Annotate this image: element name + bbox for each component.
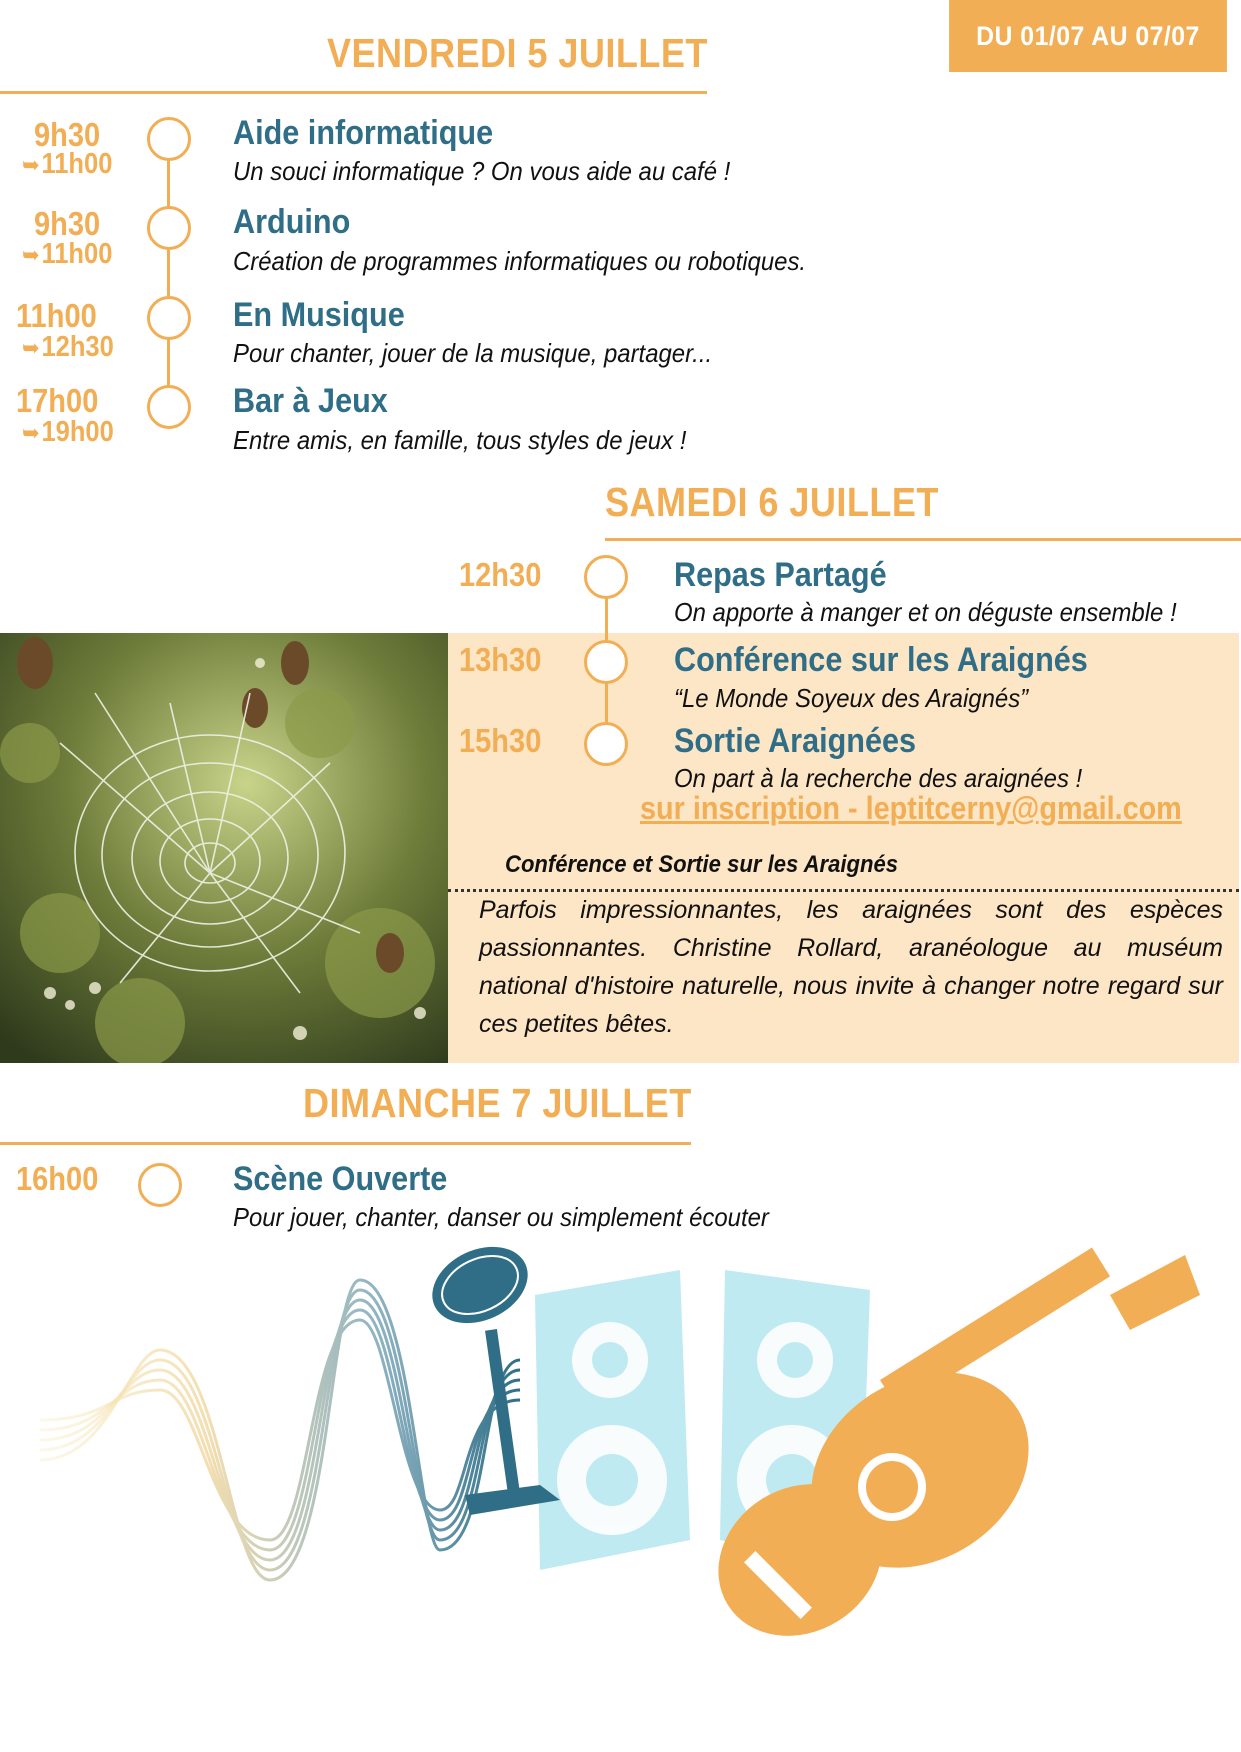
event-title: En Musique <box>233 296 405 334</box>
event-title: Scène Ouverte <box>233 1160 448 1198</box>
music-illustration <box>0 1240 1241 1747</box>
event-desc: Pour chanter, jouer de la musique, partager... <box>233 338 713 368</box>
timeline-circle <box>147 385 191 429</box>
date-range-badge: DU 01/07 AU 07/07 <box>949 0 1227 72</box>
day-title-saturday: SAMEDI 6 JUILLET <box>605 479 939 525</box>
timeline-circle <box>147 206 191 250</box>
event-end-time: ➥12h30 <box>22 331 114 363</box>
event-desc: Entre amis, en famille, tous styles de jeux ! <box>233 425 687 455</box>
event-end-time: ➥11h00 <box>22 148 113 180</box>
spider-web-photo <box>0 633 448 1063</box>
day-title-friday: VENDREDI 5 JUILLET <box>327 30 708 76</box>
event-start-time: 16h00 <box>16 1160 99 1197</box>
timeline-line <box>167 140 170 405</box>
arrow-right-icon: ➥ <box>22 152 40 179</box>
arrow-right-icon: ➥ <box>22 335 40 362</box>
timeline-circle <box>584 722 628 766</box>
event-desc: Un souci informatique ? On vous aide au café ! <box>233 156 731 186</box>
event-start-time: 9h30 <box>34 116 101 153</box>
day-title-sunday: DIMANCHE 7 JUILLET <box>303 1080 692 1126</box>
timeline-circle <box>584 640 628 684</box>
event-start-time: 11h00 <box>16 297 97 334</box>
timeline-circle <box>584 555 628 599</box>
event-title: Repas Partagé <box>674 556 887 594</box>
event-title: Arduino <box>233 203 351 241</box>
box-text: Parfois impressionnantes, les araignées sont des espèces passionnantes. Christine Rollard, aranéologue au muséum national d'histoire naturelle, nous invite à changer notre regard sur ces petites bêtes. <box>479 896 1223 1038</box>
event-title: Sortie Araignées <box>674 722 917 760</box>
event-desc: On part à la recherche des araignées ! <box>674 763 1083 793</box>
event-start-time: 9h30 <box>34 205 101 242</box>
timeline-circle <box>138 1163 182 1207</box>
event-title: Conférence sur les Araignés <box>674 641 1088 679</box>
arrow-right-icon: ➥ <box>22 242 40 269</box>
event-desc: Pour jouer, chanter, danser ou simplement écouter <box>233 1202 769 1232</box>
divider-saturday <box>605 538 1241 541</box>
timeline-circle <box>147 117 191 161</box>
event-title: Bar à Jeux <box>233 382 388 420</box>
registration-link[interactable]: sur inscription - leptitcerny@gmail.com <box>640 790 1182 826</box>
event-desc: On apporte à manger et on déguste ensemble ! <box>674 597 1177 627</box>
divider-friday <box>0 91 707 94</box>
event-desc: Création de programmes informatiques ou robotiques. <box>233 246 807 276</box>
event-start-time: 13h30 <box>459 641 542 678</box>
event-start-time: 17h00 <box>16 382 99 419</box>
box-title: Conférence et Sortie sur les Araignés <box>505 851 899 878</box>
divider-sunday <box>0 1142 691 1145</box>
event-end-time: ➥19h00 <box>22 416 114 448</box>
arrow-right-icon: ➥ <box>22 420 40 447</box>
event-start-time: 15h30 <box>459 722 542 759</box>
event-end-time: ➥11h00 <box>22 238 113 270</box>
event-desc: “Le Monde Soyeux des Araignés” <box>674 683 1029 713</box>
event-title: Aide informatique <box>233 114 494 152</box>
timeline-circle <box>147 296 191 340</box>
event-start-time: 12h30 <box>459 556 542 593</box>
